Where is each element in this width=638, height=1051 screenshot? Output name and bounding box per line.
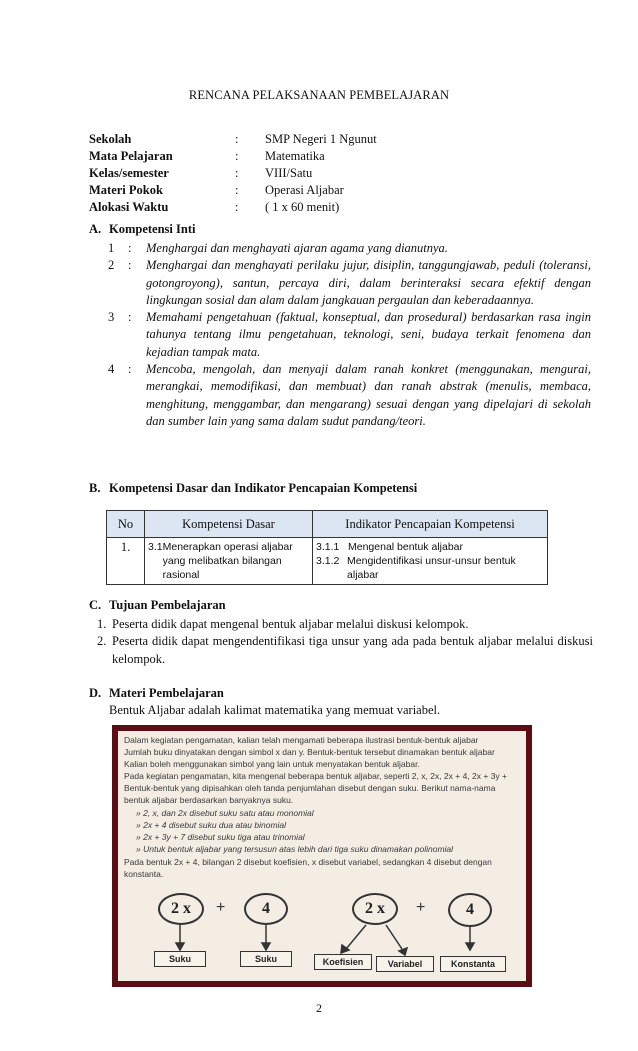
info-row xyxy=(89,148,559,165)
section-letter: C. xyxy=(89,598,102,612)
indicator-text: Mengenal bentuk aljabar xyxy=(348,541,463,553)
section-c-heading xyxy=(89,598,226,613)
term-label-box: Konstanta xyxy=(440,956,506,972)
kd-entry xyxy=(148,540,309,582)
plus-sign: + xyxy=(416,899,426,916)
kd-code: 3.1 xyxy=(148,541,163,553)
item-text: Peserta didik dapat mengendentifikasi tiga unsur yang ada pada bentuk aljabar melalui diskusi kelompok. xyxy=(112,634,593,666)
item-number: 2. xyxy=(97,634,107,649)
term-label-box: Suku xyxy=(154,951,206,967)
kd-cell xyxy=(145,538,313,585)
term-circle: 4 xyxy=(244,893,288,925)
item-text: Menghargai dan menghayati ajaran agama yang dianutnya. xyxy=(146,241,448,255)
section-letter: D. xyxy=(89,686,102,700)
textbook-photo xyxy=(112,725,532,987)
item-number: 1. xyxy=(97,617,107,631)
section-title: Materi Pembelajaran xyxy=(109,686,224,700)
list-item xyxy=(108,309,591,361)
section-letter: A. xyxy=(89,222,102,236)
photo-text-line: Pada bentuk 2x + 4, bilangan 2 disebut koefisien, x disebut variabel, sedangkan 4 disebut dengan xyxy=(124,857,492,867)
info-row xyxy=(89,182,559,199)
page-number: 2 xyxy=(316,1001,322,1015)
list-item xyxy=(108,361,591,430)
term-label-box: Suku xyxy=(240,951,292,967)
item-number: 4 xyxy=(108,362,115,377)
diagram-arrows xyxy=(118,731,526,981)
info-value: Matematika xyxy=(265,149,325,163)
info-sep: : xyxy=(235,200,239,214)
item-number: 3 xyxy=(108,310,115,325)
photo-text-line: bentuk aljabar berdasarkan banyaknya suku. xyxy=(124,795,294,805)
info-label: Sekolah xyxy=(89,132,132,146)
section-a-heading xyxy=(89,222,195,237)
info-value: ( 1 x 60 menit) xyxy=(265,200,340,214)
competency-table xyxy=(106,510,548,585)
section-title: Kompetensi Inti xyxy=(109,222,196,236)
photo-text-line: » 2x + 3y + 7 disebut suku tiga atau trinomial xyxy=(136,832,305,842)
photo-text-line: Jumlah buku dinyatakan dengan simbol x dan y. Bentuk-bentuk tersebut dinamakan bentuk aljabar xyxy=(124,747,495,757)
materi-text: Bentuk Aljabar adalah kalimat matematika yang memuat variabel. xyxy=(109,703,441,717)
item-sep: : xyxy=(128,258,132,273)
column-header: Indikator Pencapaian Kompetensi xyxy=(313,511,548,538)
photo-text-line: konstanta. xyxy=(124,869,164,879)
info-value: VIII/Satu xyxy=(265,166,313,180)
list-item xyxy=(97,633,593,668)
table-header-row xyxy=(107,511,548,538)
item-sep: : xyxy=(128,362,132,377)
info-sep: : xyxy=(235,132,239,146)
info-label: Alokasi Waktu xyxy=(89,200,169,214)
item-text: Peserta didik dapat mengenal bentuk aljabar melalui diskusi kelompok. xyxy=(112,617,469,631)
identity-block xyxy=(89,131,559,216)
info-sep: : xyxy=(235,166,239,180)
list-item xyxy=(97,616,593,633)
indicator-entry xyxy=(316,540,544,554)
indicator-code: 3.1.1 xyxy=(316,541,340,553)
term-circle: 2 x xyxy=(158,893,204,925)
info-sep: : xyxy=(235,183,239,197)
info-label: Materi Pokok xyxy=(89,183,163,197)
term-label-box: Koefisien xyxy=(314,954,372,970)
info-row xyxy=(89,165,559,182)
column-header: No xyxy=(107,511,145,538)
row-number: 1. xyxy=(107,538,145,585)
list-item xyxy=(108,240,591,257)
item-number: 2 xyxy=(108,258,115,273)
photo-text-line: Dalam kegiatan pengamatan, kalian telah mengamati beberapa ilustrasi bentuk-bentuk aljabar xyxy=(124,735,479,745)
item-text: Mencoba, mengolah, dan menyaji dalam ranah konkret (menggunakan, mengurai, merangkai, memodifikasi, dan membuat) dan ranah abstrak (menulis, membaca, menghitung, menggambar, dan mengarang) sesuai dengan yang dipelajari di sekolah dan sumber lain yang sama dalam sudut pandang/teori. xyxy=(146,362,591,428)
info-label: Kelas/semester xyxy=(89,166,169,180)
photo-text-line: » 2x + 4 disebut suku dua atau binomial xyxy=(136,820,287,830)
indicator-text: Mengidentifikasi unsur-unsur bentuk aljabar xyxy=(347,555,516,581)
info-value: Operasi Aljabar xyxy=(265,183,344,197)
photo-text-line: Bentuk-bentuk yang dipisahkan oleh tanda penjumlahan disebut dengan suku. Berikut nama-nama xyxy=(124,783,496,793)
photo-text-line: Pada kegiatan pengamatan, kita mengenal beberapa bentuk aljabar, seperti 2, x, 2x, 2x + 4, 2x + 3y + xyxy=(124,771,507,781)
info-sep: : xyxy=(235,149,239,163)
kd-text: Menerapkan operasi aljabar yang melibatkan bilangan rasional xyxy=(162,541,293,581)
info-value: SMP Negeri 1 Ngunut xyxy=(265,132,377,146)
section-title: Tujuan Pembelajaran xyxy=(109,598,226,612)
section-title: Kompetensi Dasar dan Indikator Pencapaian Kompetensi xyxy=(109,481,418,495)
info-row xyxy=(89,131,559,148)
section-d-heading xyxy=(89,686,224,701)
item-sep: : xyxy=(128,241,132,255)
photo-text-line: Kalian boleh menggunakan simbol yang lain untuk menyatakan bentuk aljabar. xyxy=(124,759,420,769)
term-circle: 2 x xyxy=(352,893,398,925)
info-label: Mata Pelajaran xyxy=(89,149,173,163)
photo-text-line: » Untuk bentuk aljabar yang tersusun atas lebih dari tiga suku dinamakan polinomial xyxy=(136,844,454,854)
textbook-photo-content xyxy=(118,731,526,981)
table-row xyxy=(107,538,548,585)
indicator-cell xyxy=(313,538,548,585)
info-row xyxy=(89,199,559,216)
kompetensi-inti-list xyxy=(108,240,591,430)
indicator-entry xyxy=(316,554,544,582)
column-header: Kompetensi Dasar xyxy=(145,511,313,538)
term-label-box: Variabel xyxy=(376,956,434,972)
document-title: RENCANA PELAKSANAAN PEMBELAJARAN xyxy=(188,88,450,102)
item-sep: : xyxy=(128,310,132,325)
indicator-code: 3.1.2 xyxy=(316,555,340,567)
term-circle: 4 xyxy=(448,893,492,927)
item-text: Menghargai dan menghayati perilaku jujur, disiplin, tanggungjawab, peduli (toleransi, gotongroyong), santun, percaya diri, dalam berinteraksi secara efektif dengan lingkungan sosial dan alam dalam jangkauan pergaulan dan keberadaannya. xyxy=(146,258,591,307)
item-number: 1 xyxy=(108,241,115,255)
section-letter: B. xyxy=(89,481,101,495)
objectives-list xyxy=(97,616,593,668)
plus-sign: + xyxy=(216,899,226,916)
section-b-heading xyxy=(89,481,417,496)
item-text: Memahami pengetahuan (faktual, konseptual, dan prosedural) berdasarkan rasa ingin tahunya tentang ilmu pengetahuan, teknologi, seni, budaya terkait fenomena dan kejadian tampak mata. xyxy=(146,310,591,359)
photo-text-line: » 2, x, dan 2x disebut suku satu atau monomial xyxy=(136,808,314,818)
list-item xyxy=(108,257,591,309)
